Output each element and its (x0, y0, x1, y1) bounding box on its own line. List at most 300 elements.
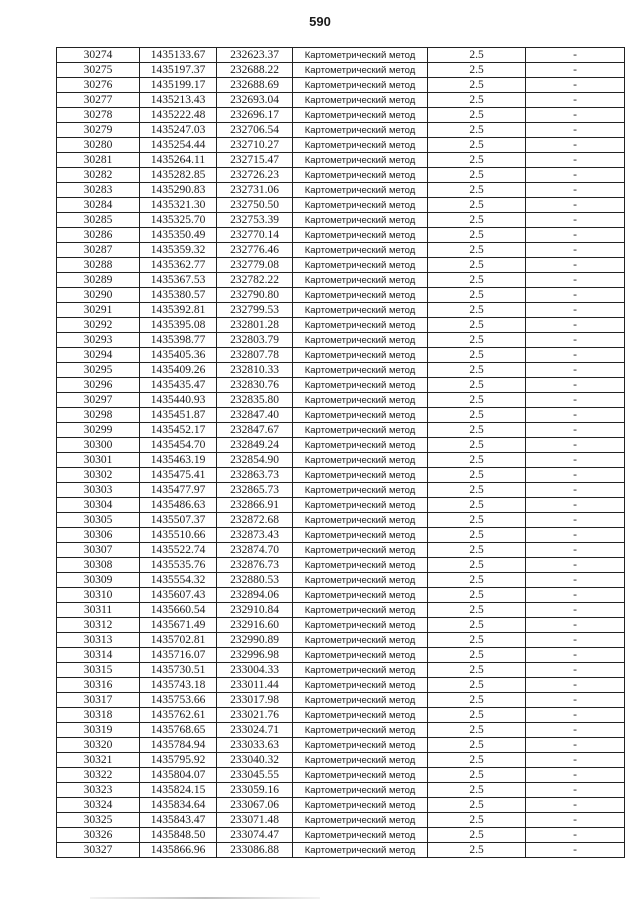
x-coordinate-cell: 1435199.17 (140, 78, 217, 93)
tolerance-cell: 2.5 (428, 783, 526, 798)
table-row (57, 438, 625, 453)
tolerance-cell: 2.5 (428, 708, 526, 723)
point-id-cell: 30308 (57, 558, 140, 573)
extra-cell: - (526, 288, 625, 303)
table-row (57, 738, 625, 753)
x-coordinate-cell: 1435804.07 (140, 768, 217, 783)
tolerance-cell: 2.5 (428, 168, 526, 183)
extra-cell: - (526, 48, 625, 63)
tolerance-cell: 2.5 (428, 588, 526, 603)
y-coordinate-cell: 232623.37 (217, 48, 293, 63)
point-id-cell: 30327 (57, 843, 140, 858)
x-coordinate-cell: 1435784.94 (140, 738, 217, 753)
extra-cell: - (526, 678, 625, 693)
table-row (57, 228, 625, 243)
tolerance-cell: 2.5 (428, 183, 526, 198)
extra-cell: - (526, 438, 625, 453)
extra-cell: - (526, 588, 625, 603)
method-cell: Картометрический метод (293, 63, 428, 78)
point-id-cell: 30288 (57, 258, 140, 273)
point-id-cell: 30274 (57, 48, 140, 63)
extra-cell: - (526, 138, 625, 153)
scan-artifact (90, 897, 320, 899)
tolerance-cell: 2.5 (428, 513, 526, 528)
point-id-cell: 30285 (57, 213, 140, 228)
x-coordinate-cell: 1435380.57 (140, 288, 217, 303)
tolerance-cell: 2.5 (428, 723, 526, 738)
tolerance-cell: 2.5 (428, 303, 526, 318)
method-cell: Картометрический метод (293, 348, 428, 363)
extra-cell: - (526, 123, 625, 138)
extra-cell: - (526, 633, 625, 648)
extra-cell: - (526, 723, 625, 738)
tolerance-cell: 2.5 (428, 153, 526, 168)
x-coordinate-cell: 1435716.07 (140, 648, 217, 663)
point-id-cell: 30298 (57, 408, 140, 423)
point-id-cell: 30324 (57, 798, 140, 813)
extra-cell: - (526, 393, 625, 408)
point-id-cell: 30322 (57, 768, 140, 783)
y-coordinate-cell: 232916.60 (217, 618, 293, 633)
point-id-cell: 30304 (57, 498, 140, 513)
coordinates-table-body (57, 48, 625, 858)
point-id-cell: 30287 (57, 243, 140, 258)
method-cell: Картометрический метод (293, 153, 428, 168)
tolerance-cell: 2.5 (428, 618, 526, 633)
x-coordinate-cell: 1435409.26 (140, 363, 217, 378)
table-row (57, 693, 625, 708)
method-cell: Картометрический метод (293, 723, 428, 738)
x-coordinate-cell: 1435454.70 (140, 438, 217, 453)
method-cell: Картометрический метод (293, 288, 428, 303)
table-row (57, 288, 625, 303)
table-row (57, 603, 625, 618)
extra-cell: - (526, 363, 625, 378)
y-coordinate-cell: 232876.73 (217, 558, 293, 573)
extra-cell: - (526, 798, 625, 813)
method-cell: Картометрический метод (293, 828, 428, 843)
table-row (57, 78, 625, 93)
point-id-cell: 30294 (57, 348, 140, 363)
table-row (57, 153, 625, 168)
table-row (57, 723, 625, 738)
point-id-cell: 30292 (57, 318, 140, 333)
page-number: 590 (309, 14, 331, 29)
x-coordinate-cell: 1435463.19 (140, 453, 217, 468)
method-cell: Картометрический метод (293, 423, 428, 438)
extra-cell: - (526, 228, 625, 243)
y-coordinate-cell: 232750.50 (217, 198, 293, 213)
x-coordinate-cell: 1435866.96 (140, 843, 217, 858)
x-coordinate-cell: 1435133.67 (140, 48, 217, 63)
x-coordinate-cell: 1435395.08 (140, 318, 217, 333)
y-coordinate-cell: 232863.73 (217, 468, 293, 483)
table-row (57, 678, 625, 693)
x-coordinate-cell: 1435222.48 (140, 108, 217, 123)
table-row (57, 333, 625, 348)
y-coordinate-cell: 233074.47 (217, 828, 293, 843)
point-id-cell: 30323 (57, 783, 140, 798)
method-cell: Картометрический метод (293, 93, 428, 108)
extra-cell: - (526, 153, 625, 168)
extra-cell: - (526, 573, 625, 588)
extra-cell: - (526, 408, 625, 423)
extra-cell: - (526, 843, 625, 858)
point-id-cell: 30306 (57, 528, 140, 543)
point-id-cell: 30286 (57, 228, 140, 243)
extra-cell: - (526, 543, 625, 558)
tolerance-cell: 2.5 (428, 273, 526, 288)
method-cell: Картометрический метод (293, 303, 428, 318)
y-coordinate-cell: 233067.06 (217, 798, 293, 813)
method-cell: Картометрический метод (293, 768, 428, 783)
y-coordinate-cell: 232847.40 (217, 408, 293, 423)
tolerance-cell: 2.5 (428, 288, 526, 303)
x-coordinate-cell: 1435702.81 (140, 633, 217, 648)
method-cell: Картометрический метод (293, 618, 428, 633)
x-coordinate-cell: 1435440.93 (140, 393, 217, 408)
table-row (57, 813, 625, 828)
tolerance-cell: 2.5 (428, 198, 526, 213)
y-coordinate-cell: 232696.17 (217, 108, 293, 123)
point-id-cell: 30282 (57, 168, 140, 183)
method-cell: Картометрический метод (293, 708, 428, 723)
point-id-cell: 30300 (57, 438, 140, 453)
table-row (57, 213, 625, 228)
x-coordinate-cell: 1435392.81 (140, 303, 217, 318)
x-coordinate-cell: 1435510.66 (140, 528, 217, 543)
y-coordinate-cell: 232810.33 (217, 363, 293, 378)
point-id-cell: 30283 (57, 183, 140, 198)
table-row (57, 303, 625, 318)
point-id-cell: 30281 (57, 153, 140, 168)
table-row (57, 663, 625, 678)
extra-cell: - (526, 378, 625, 393)
tolerance-cell: 2.5 (428, 498, 526, 513)
table-row (57, 558, 625, 573)
x-coordinate-cell: 1435398.77 (140, 333, 217, 348)
tolerance-cell: 2.5 (428, 843, 526, 858)
extra-cell: - (526, 348, 625, 363)
method-cell: Картометрический метод (293, 363, 428, 378)
table-row (57, 48, 625, 63)
method-cell: Картометрический метод (293, 138, 428, 153)
extra-cell: - (526, 273, 625, 288)
method-cell: Картометрический метод (293, 378, 428, 393)
tolerance-cell: 2.5 (428, 438, 526, 453)
x-coordinate-cell: 1435264.11 (140, 153, 217, 168)
x-coordinate-cell: 1435290.83 (140, 183, 217, 198)
extra-cell: - (526, 78, 625, 93)
extra-cell: - (526, 453, 625, 468)
y-coordinate-cell: 232693.04 (217, 93, 293, 108)
method-cell: Картометрический метод (293, 123, 428, 138)
x-coordinate-cell: 1435350.49 (140, 228, 217, 243)
point-id-cell: 30310 (57, 588, 140, 603)
method-cell: Картометрический метод (293, 108, 428, 123)
tolerance-cell: 2.5 (428, 693, 526, 708)
x-coordinate-cell: 1435834.64 (140, 798, 217, 813)
point-id-cell: 30279 (57, 123, 140, 138)
tolerance-cell: 2.5 (428, 408, 526, 423)
y-coordinate-cell: 232753.39 (217, 213, 293, 228)
y-coordinate-cell: 233024.71 (217, 723, 293, 738)
extra-cell: - (526, 498, 625, 513)
point-id-cell: 30293 (57, 333, 140, 348)
tolerance-cell: 2.5 (428, 558, 526, 573)
extra-cell: - (526, 423, 625, 438)
table-row (57, 843, 625, 858)
table-row (57, 63, 625, 78)
method-cell: Картометрический метод (293, 783, 428, 798)
point-id-cell: 30305 (57, 513, 140, 528)
extra-cell: - (526, 513, 625, 528)
tolerance-cell: 2.5 (428, 318, 526, 333)
tolerance-cell: 2.5 (428, 663, 526, 678)
y-coordinate-cell: 232790.80 (217, 288, 293, 303)
y-coordinate-cell: 232779.08 (217, 258, 293, 273)
y-coordinate-cell: 232782.22 (217, 273, 293, 288)
tolerance-cell: 2.5 (428, 78, 526, 93)
tolerance-cell: 2.5 (428, 48, 526, 63)
point-id-cell: 30307 (57, 543, 140, 558)
method-cell: Картометрический метод (293, 243, 428, 258)
y-coordinate-cell: 232807.78 (217, 348, 293, 363)
extra-cell: - (526, 603, 625, 618)
x-coordinate-cell: 1435254.44 (140, 138, 217, 153)
x-coordinate-cell: 1435321.30 (140, 198, 217, 213)
table-row (57, 798, 625, 813)
method-cell: Картометрический метод (293, 588, 428, 603)
method-cell: Картометрический метод (293, 198, 428, 213)
y-coordinate-cell: 232866.91 (217, 498, 293, 513)
x-coordinate-cell: 1435743.18 (140, 678, 217, 693)
tolerance-cell: 2.5 (428, 798, 526, 813)
point-id-cell: 30291 (57, 303, 140, 318)
extra-cell: - (526, 258, 625, 273)
extra-cell: - (526, 663, 625, 678)
point-id-cell: 30303 (57, 483, 140, 498)
method-cell: Картометрический метод (293, 453, 428, 468)
method-cell: Картометрический метод (293, 228, 428, 243)
extra-cell: - (526, 243, 625, 258)
y-coordinate-cell: 232835.80 (217, 393, 293, 408)
tolerance-cell: 2.5 (428, 213, 526, 228)
table-row (57, 648, 625, 663)
table-row (57, 363, 625, 378)
tolerance-cell: 2.5 (428, 633, 526, 648)
extra-cell: - (526, 303, 625, 318)
y-coordinate-cell: 233004.33 (217, 663, 293, 678)
y-coordinate-cell: 233021.76 (217, 708, 293, 723)
y-coordinate-cell: 233086.88 (217, 843, 293, 858)
x-coordinate-cell: 1435762.61 (140, 708, 217, 723)
tolerance-cell: 2.5 (428, 738, 526, 753)
x-coordinate-cell: 1435405.36 (140, 348, 217, 363)
method-cell: Картометрический метод (293, 273, 428, 288)
table-row (57, 753, 625, 768)
table-row (57, 453, 625, 468)
method-cell: Картометрический метод (293, 408, 428, 423)
table-row (57, 318, 625, 333)
point-id-cell: 30316 (57, 678, 140, 693)
y-coordinate-cell: 232710.27 (217, 138, 293, 153)
method-cell: Картометрический метод (293, 693, 428, 708)
y-coordinate-cell: 232847.67 (217, 423, 293, 438)
coordinates-table (56, 47, 625, 858)
y-coordinate-cell: 232801.28 (217, 318, 293, 333)
point-id-cell: 30321 (57, 753, 140, 768)
point-id-cell: 30277 (57, 93, 140, 108)
y-coordinate-cell: 232726.23 (217, 168, 293, 183)
point-id-cell: 30299 (57, 423, 140, 438)
method-cell: Картометрический метод (293, 183, 428, 198)
method-cell: Картометрический метод (293, 798, 428, 813)
method-cell: Картометрический метод (293, 213, 428, 228)
tolerance-cell: 2.5 (428, 258, 526, 273)
y-coordinate-cell: 232776.46 (217, 243, 293, 258)
y-coordinate-cell: 232865.73 (217, 483, 293, 498)
table-row (57, 513, 625, 528)
extra-cell: - (526, 708, 625, 723)
table-row (57, 258, 625, 273)
table-row (57, 423, 625, 438)
method-cell: Картометрический метод (293, 333, 428, 348)
point-id-cell: 30319 (57, 723, 140, 738)
x-coordinate-cell: 1435435.47 (140, 378, 217, 393)
x-coordinate-cell: 1435477.97 (140, 483, 217, 498)
extra-cell: - (526, 618, 625, 633)
method-cell: Картометрический метод (293, 633, 428, 648)
tolerance-cell: 2.5 (428, 243, 526, 258)
y-coordinate-cell: 232688.22 (217, 63, 293, 78)
point-id-cell: 30312 (57, 618, 140, 633)
table-row (57, 198, 625, 213)
x-coordinate-cell: 1435282.85 (140, 168, 217, 183)
table-row (57, 393, 625, 408)
x-coordinate-cell: 1435197.37 (140, 63, 217, 78)
y-coordinate-cell: 232688.69 (217, 78, 293, 93)
point-id-cell: 30289 (57, 273, 140, 288)
y-coordinate-cell: 232706.54 (217, 123, 293, 138)
x-coordinate-cell: 1435359.32 (140, 243, 217, 258)
tolerance-cell: 2.5 (428, 528, 526, 543)
y-coordinate-cell: 232731.06 (217, 183, 293, 198)
table-row (57, 348, 625, 363)
extra-cell: - (526, 108, 625, 123)
table-row (57, 183, 625, 198)
table-row (57, 828, 625, 843)
extra-cell: - (526, 768, 625, 783)
x-coordinate-cell: 1435247.03 (140, 123, 217, 138)
x-coordinate-cell: 1435507.37 (140, 513, 217, 528)
point-id-cell: 30320 (57, 738, 140, 753)
x-coordinate-cell: 1435451.87 (140, 408, 217, 423)
y-coordinate-cell: 233071.48 (217, 813, 293, 828)
point-id-cell: 30280 (57, 138, 140, 153)
table-row (57, 498, 625, 513)
x-coordinate-cell: 1435362.77 (140, 258, 217, 273)
method-cell: Картометрический метод (293, 558, 428, 573)
tolerance-cell: 2.5 (428, 468, 526, 483)
extra-cell: - (526, 693, 625, 708)
x-coordinate-cell: 1435795.92 (140, 753, 217, 768)
tolerance-cell: 2.5 (428, 768, 526, 783)
extra-cell: - (526, 333, 625, 348)
point-id-cell: 30276 (57, 78, 140, 93)
x-coordinate-cell: 1435325.70 (140, 213, 217, 228)
point-id-cell: 30315 (57, 663, 140, 678)
extra-cell: - (526, 753, 625, 768)
extra-cell: - (526, 828, 625, 843)
point-id-cell: 30275 (57, 63, 140, 78)
table-row (57, 93, 625, 108)
y-coordinate-cell: 232910.84 (217, 603, 293, 618)
tolerance-cell: 2.5 (428, 828, 526, 843)
table-row (57, 378, 625, 393)
method-cell: Картометрический метод (293, 393, 428, 408)
point-id-cell: 30311 (57, 603, 140, 618)
extra-cell: - (526, 318, 625, 333)
y-coordinate-cell: 232990.89 (217, 633, 293, 648)
table-row (57, 273, 625, 288)
method-cell: Картометрический метод (293, 543, 428, 558)
y-coordinate-cell: 232996.98 (217, 648, 293, 663)
x-coordinate-cell: 1435486.63 (140, 498, 217, 513)
tolerance-cell: 2.5 (428, 543, 526, 558)
extra-cell: - (526, 468, 625, 483)
x-coordinate-cell: 1435607.43 (140, 588, 217, 603)
y-coordinate-cell: 232770.14 (217, 228, 293, 243)
point-id-cell: 30318 (57, 708, 140, 723)
y-coordinate-cell: 232872.68 (217, 513, 293, 528)
x-coordinate-cell: 1435522.74 (140, 543, 217, 558)
table-row (57, 168, 625, 183)
extra-cell: - (526, 783, 625, 798)
x-coordinate-cell: 1435367.53 (140, 273, 217, 288)
method-cell: Картометрический метод (293, 258, 428, 273)
y-coordinate-cell: 232854.90 (217, 453, 293, 468)
point-id-cell: 30314 (57, 648, 140, 663)
tolerance-cell: 2.5 (428, 348, 526, 363)
tolerance-cell: 2.5 (428, 393, 526, 408)
point-id-cell: 30325 (57, 813, 140, 828)
y-coordinate-cell: 232830.76 (217, 378, 293, 393)
method-cell: Картометрический метод (293, 48, 428, 63)
extra-cell: - (526, 183, 625, 198)
tolerance-cell: 2.5 (428, 603, 526, 618)
table-row (57, 618, 625, 633)
point-id-cell: 30284 (57, 198, 140, 213)
y-coordinate-cell: 232715.47 (217, 153, 293, 168)
extra-cell: - (526, 63, 625, 78)
table-row (57, 543, 625, 558)
method-cell: Картометрический метод (293, 663, 428, 678)
y-coordinate-cell: 232799.53 (217, 303, 293, 318)
tolerance-cell: 2.5 (428, 108, 526, 123)
x-coordinate-cell: 1435753.66 (140, 693, 217, 708)
x-coordinate-cell: 1435730.51 (140, 663, 217, 678)
table-row (57, 633, 625, 648)
method-cell: Картометрический метод (293, 678, 428, 693)
point-id-cell: 30295 (57, 363, 140, 378)
y-coordinate-cell: 232873.43 (217, 528, 293, 543)
y-coordinate-cell: 232894.06 (217, 588, 293, 603)
y-coordinate-cell: 232803.79 (217, 333, 293, 348)
method-cell: Картометрический метод (293, 168, 428, 183)
point-id-cell: 30278 (57, 108, 140, 123)
table-row (57, 783, 625, 798)
